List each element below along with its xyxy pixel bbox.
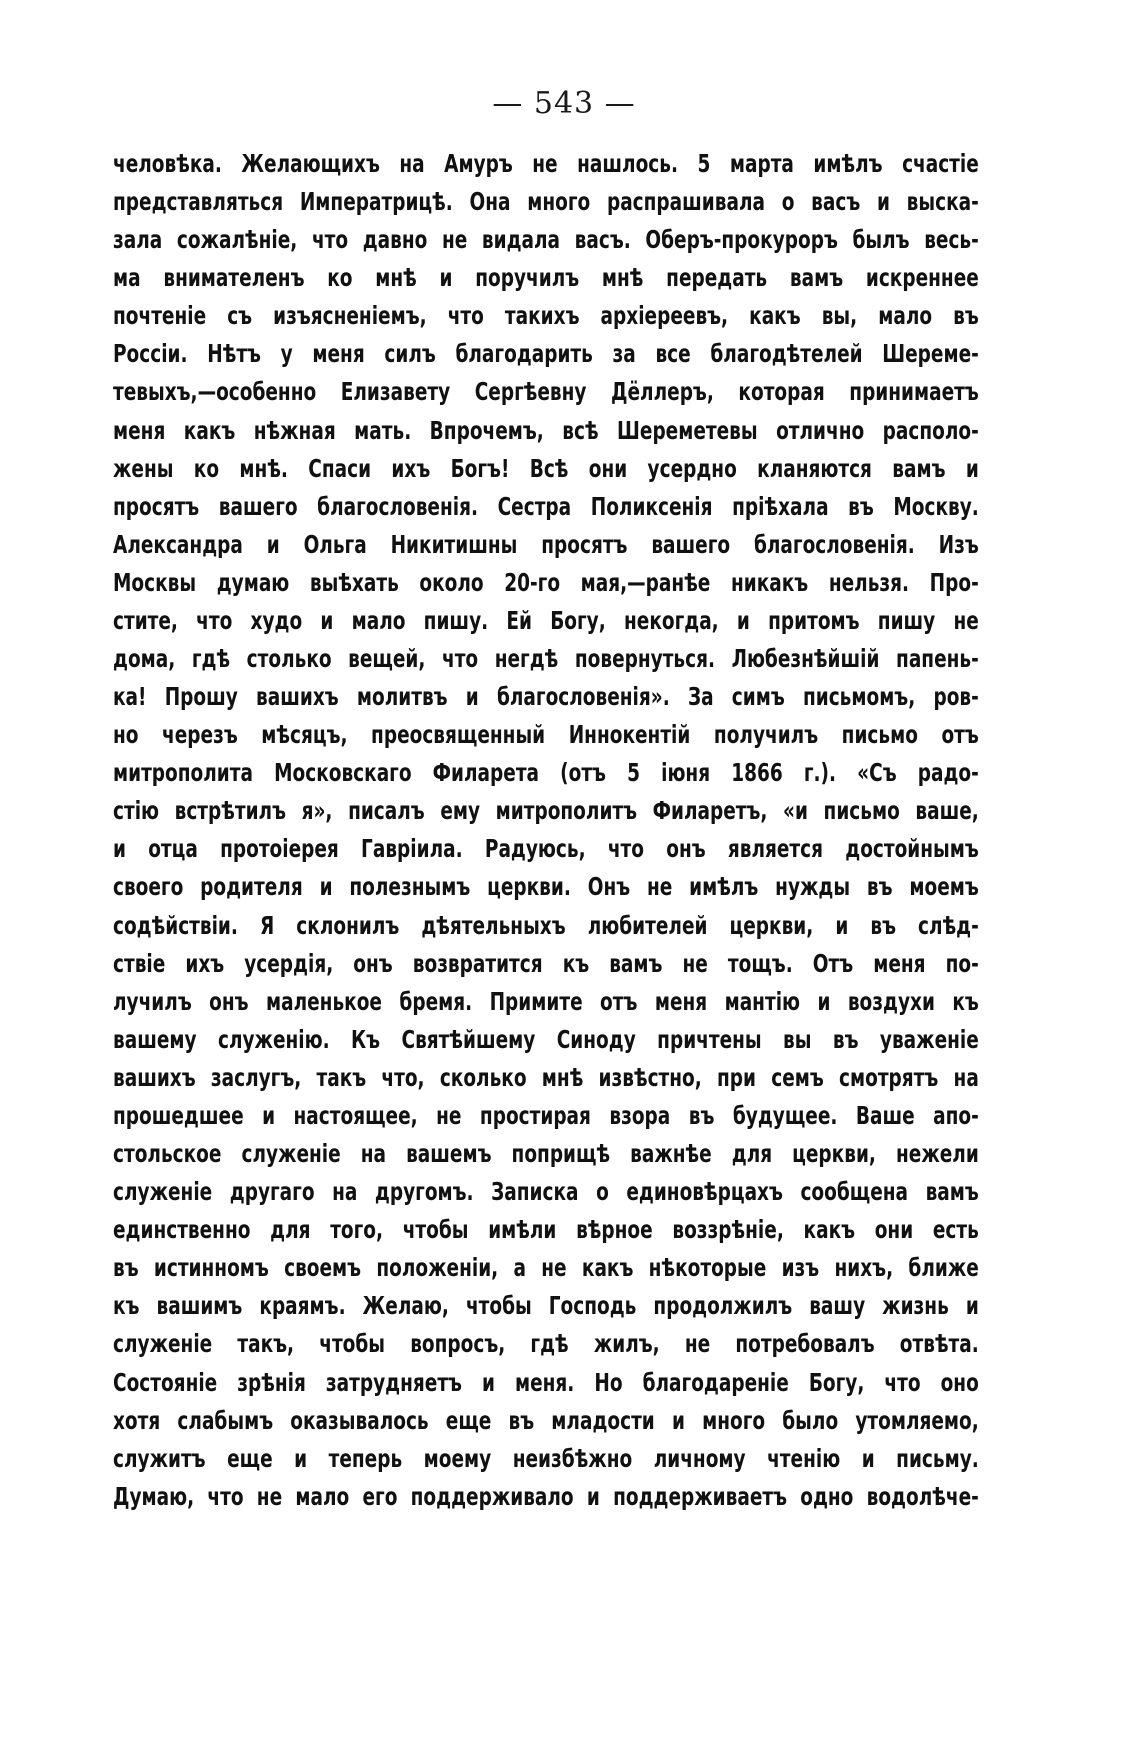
text-line: стію встрѣтилъ я», писалъ ему митрополитъ Филаретъ, «и письмо ваше, [113, 796, 979, 826]
text-line: своего родителя и полезнымъ церкви. Онъ не имѣлъ нужды въ моемъ [113, 872, 979, 902]
text-line: ма внимателенъ ко мнѣ и поручилъ мнѣ передать вамъ искреннее [113, 263, 979, 293]
text-line: въ истинномъ своемъ положеніи, а не какъ нѣкоторые изъ нихъ, ближе [113, 1253, 979, 1283]
text-line: но черезъ мѣсяцъ, преосвященный Иннокентій получилъ письмо отъ [113, 720, 979, 750]
text-line: зала сожалѣніе, что давно не видала васъ. Оберъ-прокуроръ былъ весь- [113, 225, 979, 255]
text-line: прошедшее и настоящее, не простирая взора въ будущее. Ваше апо- [113, 1100, 979, 1130]
text-line: стольское служеніе на вашемъ поприщѣ важнѣе для церкви, нежели [113, 1139, 979, 1169]
page-number: — 543 — [492, 86, 636, 121]
text-line: стите, что худо и мало пишу. Ей Богу, некогда, и притомъ пишу не [113, 605, 979, 635]
text-line: содѣйствіи. Я склонилъ дѣятельныхъ любителей церкви, и въ слѣд- [113, 910, 979, 940]
text-line: митрополита Московскаго Филарета (отъ 5 іюня 1866 г.). «Съ радо- [113, 758, 979, 788]
text-line: служитъ еще и теперь моему неизбѣжно личному чтенію и письму. [113, 1443, 979, 1473]
text-line: Думаю, что не мало его поддерживало и поддерживаетъ одно водолѣче- [113, 1481, 979, 1511]
text-line: Москвы думаю выѣхать около 20-го мая,—ранѣе никакъ нельзя. Про- [113, 567, 979, 597]
text-line: почтеніе съ изъясненіемъ, что такихъ архіереевъ, какъ вы, мало въ [113, 301, 979, 331]
text-line: служеніе другаго на другомъ. Записка о единовѣрцахъ сообщена вамъ [113, 1177, 979, 1207]
text-line: дома, гдѣ столько вещей, что негдѣ повернуться. Любезнѣйшій папень- [113, 644, 979, 674]
text-line: единственно для того, чтобы имѣли вѣрное воззрѣніе, какъ они есть [113, 1215, 979, 1245]
body-text [113, 145, 979, 1516]
text-line: вашихъ заслугъ, такъ что, сколько мнѣ извѣстно, при семъ смотрятъ на [113, 1062, 979, 1092]
text-line: Александра и Ольга Никитишны просятъ вашего благословенія. Изъ [113, 529, 979, 559]
text-line: жены ко мнѣ. Спаси ихъ Богъ! Всѣ они усердно кланяются вамъ и [113, 453, 979, 483]
text-line: ка! Прошу вашихъ молитвъ и благословенія». За симъ письмомъ, ров- [113, 682, 979, 712]
text-line: просятъ вашего благословенія. Сестра Поликсенія пріѣхала въ Москву. [113, 491, 979, 521]
text-line: къ вашимъ краямъ. Желаю, чтобы Господь продолжилъ вашу жизнь и [113, 1291, 979, 1321]
text-line: вашему служенію. Къ Святѣйшему Синоду причтены вы въ уваженіе [113, 1024, 979, 1054]
text-line: человѣка. Желающихъ на Амуръ не нашлось. 5 марта имѣлъ счастіе [113, 149, 979, 178]
text-line: ствіе ихъ усердія, онъ возвратится къ вамъ не тощъ. Отъ меня по- [113, 948, 979, 978]
text-line: Россіи. Нѣтъ у меня силъ благодарить за все благодѣтелей Шереме- [113, 339, 979, 369]
text-line: представляться Императрицѣ. Она много распрашивала о васъ и выска- [113, 187, 979, 217]
text-line: Состояніе зрѣнія затрудняетъ и меня. Но благодареніе Богу, что оно [113, 1367, 979, 1397]
text-line: и отца протоіерея Гавріила. Радуюсь, что онъ является достойнымъ [113, 834, 979, 864]
text-line: тевыхъ,—особенно Елизавету Сергѣевну Дёллеръ, которая принимаетъ [113, 377, 979, 407]
text-line: хотя слабымъ оказывалось еще въ младости и много было утомляемо, [113, 1405, 979, 1435]
text-line: служеніе такъ, чтобы вопросъ, гдѣ жилъ, не потребовалъ отвѣта. [113, 1329, 979, 1359]
text-line: лучилъ онъ маленькое бремя. Примите отъ меня мантію и воздухи къ [113, 986, 979, 1016]
text-line: меня какъ нѣжная мать. Впрочемъ, всѣ Шереметевы отлично располо- [113, 415, 979, 445]
